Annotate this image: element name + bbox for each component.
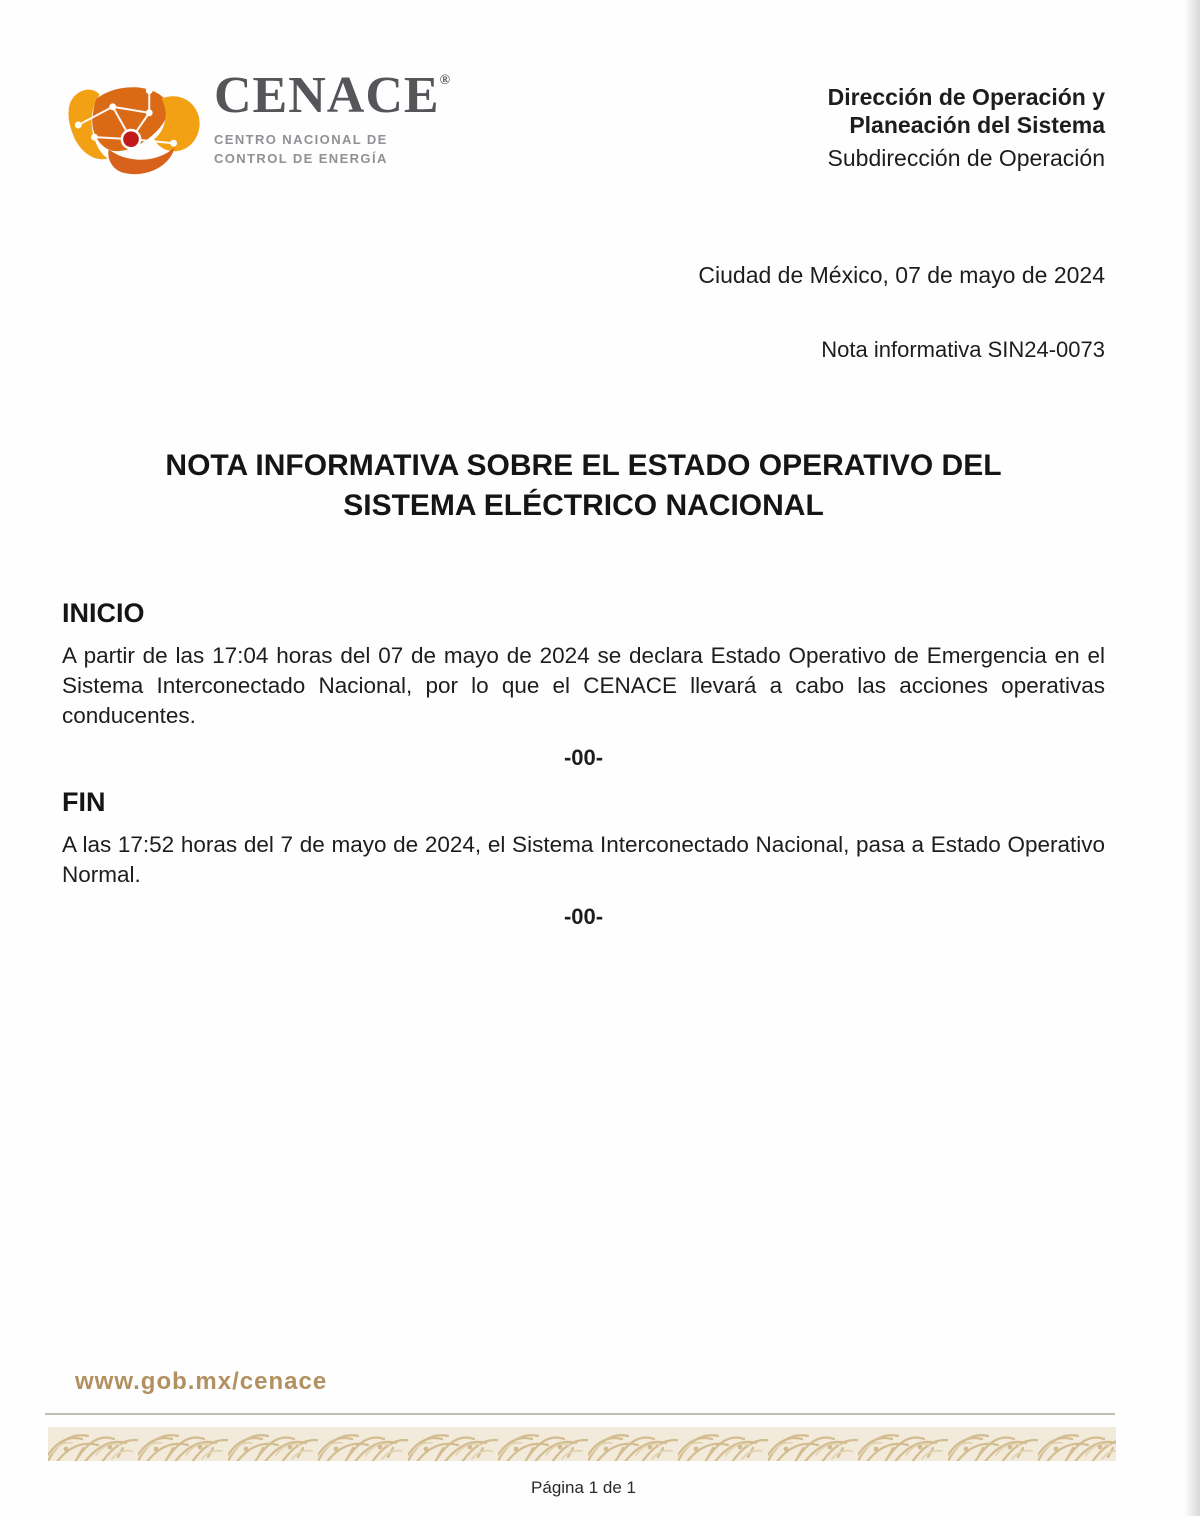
note-id: Nota informativa SIN24-0073 bbox=[821, 337, 1105, 362]
subdepartment: Subdirección de Operación bbox=[827, 145, 1105, 172]
document-title-line1: NOTA INFORMATIVA SOBRE EL ESTADO OPERATIVO DEL bbox=[165, 449, 1002, 482]
brand-subtitle-line1: CENTRO NACIONAL DE bbox=[214, 132, 388, 147]
page-indicator: Página 1 de 1 bbox=[531, 1478, 636, 1497]
logo-text bbox=[214, 68, 450, 169]
document-title-line2: SISTEMA ELÉCTRICO NACIONAL bbox=[343, 488, 824, 522]
dateline: Ciudad de México, 07 de mayo de 2024 bbox=[698, 262, 1105, 288]
section-fin bbox=[62, 787, 1105, 930]
section-paragraph: A las 17:52 horas del 7 de mayo de 2024, el Sistema Interconectado Nacional, pasa a Estado Operativo Normal. bbox=[62, 832, 1105, 887]
cenace-eagle-icon bbox=[56, 68, 208, 182]
footer-url: www.gob.mx/cenace bbox=[75, 1368, 328, 1395]
department-block bbox=[828, 84, 1105, 173]
section-heading: INICIO bbox=[62, 598, 145, 628]
section-heading: FIN bbox=[62, 787, 106, 817]
brand-wordmark bbox=[214, 67, 451, 124]
document-body bbox=[62, 598, 1105, 946]
scan-edge-shadow bbox=[1184, 0, 1200, 1516]
registered-mark: ® bbox=[439, 73, 451, 88]
document-title bbox=[62, 446, 1105, 525]
cenace-logo bbox=[56, 68, 450, 182]
brand-subtitle-line2: CONTROL DE ENERGÍA bbox=[214, 150, 388, 166]
section-separator: -00- bbox=[563, 745, 604, 770]
brand-subtitle bbox=[214, 131, 450, 169]
department-line1: Dirección de Operación y bbox=[827, 84, 1105, 110]
section-separator: -00- bbox=[563, 904, 604, 929]
section-inicio bbox=[62, 598, 1105, 771]
footer-divider bbox=[45, 1413, 1115, 1415]
section-paragraph: A partir de las 17:04 horas del 07 de mayo de 2024 se declara Estado Operativo de Emergencia en el Sistema Interconectado Nacional, por lo que el CENACE llevará a cabo las acciones operativas conducentes. bbox=[62, 643, 1105, 728]
aztec-greca-border-pattern-icon bbox=[48, 1427, 1116, 1461]
department-line2: Planeación del Sistema bbox=[849, 111, 1105, 138]
brand-name: CENACE bbox=[214, 67, 440, 124]
